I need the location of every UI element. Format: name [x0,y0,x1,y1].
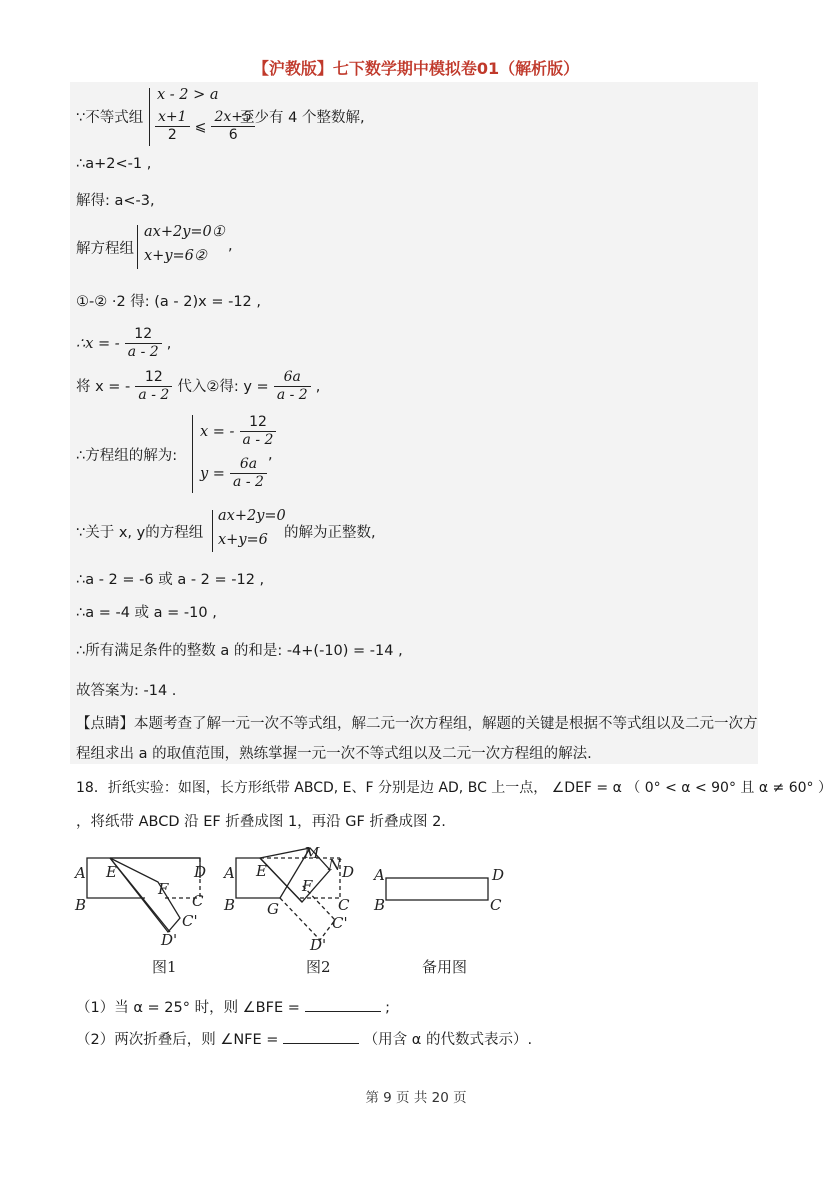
ineq-row-2: $\frac{x+1}{2}$ ⩽ $\frac{2x+5}{6}$ [155,109,255,144]
fig1-label-Dprime: D' [161,931,178,949]
figure-3 [386,878,488,900]
figure-captions [152,958,467,976]
fig3-label-B: B [374,896,386,914]
ineq-row-1: x - 2 > a [157,87,219,103]
question-1: （1）当 α = 25° 时，则 ∠BFE = ; [76,996,390,1017]
fig1-label-C: C [192,892,204,910]
figure-3-labels [372,866,504,914]
solution-line-9-suffix: 的解为正整数, [284,525,376,541]
page-footer: 第 9 页 共 20 页 [365,1090,467,1106]
figure-1-labels [73,863,206,949]
solution-line-3: 解得: a<-3, [76,193,155,209]
fig3-label-D: D [492,866,505,884]
eq-system-row-1: ax+2y=0① [144,224,225,240]
brace-1 [149,88,150,146]
solution-shaded-block [70,82,758,764]
solution-system-row-1: x = - $\frac{12}{a - 2}$ [200,414,276,449]
eq-system-2-row-1: ax+2y=0 [218,508,286,524]
fig2-label-Cprime: C' [332,914,348,932]
solution-line-4-prefix: 解方程组 [76,241,134,257]
fold-figures [70,840,520,980]
fig2-label-Dprime: D' [310,936,327,954]
figure-2 [236,848,340,940]
answer-blank-1[interactable] [305,997,381,1012]
fig1-caption: 图1 [152,958,177,976]
fig2-label-C: C [338,896,350,914]
fig1-strip-outline [87,858,200,898]
solution-system-row-2: y = $\frac{6a}{a - 2}$ [200,456,267,491]
problem-18-line-1: 18．折纸实验：如图，长方形纸带 ABCD, E、F 分别是边 AD, BC 上一点， ∠DEF = α （ 0° < α < 90° 且 α ≠ 60° ） [76,780,832,796]
fig2-label-F: F [302,877,313,895]
brace-3 [192,415,193,493]
solution-line-1-suffix: 至少有 4 个整数解, [240,110,365,126]
fig2-label-M: M [304,844,320,862]
fig2-label-N: N [328,856,342,874]
answer-blank-2[interactable] [283,1029,359,1044]
page-header-title: 【沪教版】七下数学期中模拟卷01（解析版） [252,59,580,78]
solution-line-5: ①-② ·2 得: (a - 2)x = -12 , [76,294,262,310]
solution-line-2: ∴a+2<-1 , [76,156,152,172]
fig2-label-B: B [224,896,236,914]
note-line-2: 程组求出 a 的取值范围，熟练掌握一元一次不等式组以及二元一次方程组的解法. [76,746,592,762]
figure-2-labels [222,844,354,954]
solution-line-7: 将 x = - $\frac{12}{a - 2}$ 代入②得: y = $\frac{6a}{a - 2}$ , [76,369,321,403]
solution-line-13: 故答案为: -14 . [76,683,177,699]
brace-2 [137,225,138,269]
fig2-label-D: D [342,863,355,881]
fig2-label-A: A [224,864,235,882]
solution-line-8-suffix: , [268,447,273,463]
solution-line-11: ∴a = -4 或 a = -10 , [76,605,217,621]
solution-line-12: ∴所有满足条件的整数 a 的和是: -4+(-10) = -14 , [76,643,403,659]
solution-line-10: ∴a - 2 = -6 或 a - 2 = -12 , [76,572,265,588]
fig1-label-E: E [106,863,117,881]
fig2-label-G: G [267,900,279,918]
problem-18-line-2: ，将纸带 ABCD 沿 EF 折叠成图 1，再沿 GF 折叠成图 2. [76,814,446,830]
note-line-1: 【点睛】本题考查了解一元一次不等式组，解二元一次方程组，解题的关键是根据不等式组以及二元一次方 [76,716,758,732]
brace-4 [212,510,213,552]
fig1-folded-flap [110,858,180,932]
solution-line-6: ∴x = - $\frac{12}{a - 2}$ , [76,326,172,360]
question-2: （2）两次折叠后，则 ∠NFE = （用含 α 的代数式表示）. [76,1028,532,1049]
eq-system-row-2: x+y=6② [144,248,207,264]
solution-line-9-prefix: ∵关于 x, y的方程组 [76,525,204,541]
fig3-label-C: C [490,896,502,914]
fig1-label-B: B [75,896,87,914]
eq-system-2-row-2: x+y=6 [218,532,268,548]
fig1-label-A: A [75,864,86,882]
fig1-label-Cprime: C' [182,912,198,930]
solution-line-8-prefix: ∴方程组的解为: [76,448,178,464]
fig2-caption: 图2 [306,958,331,976]
fig3-strip [386,878,488,900]
solution-line-1-prefix: ∵不等式组 [76,110,144,126]
fig2-label-E: E [256,862,267,880]
fig3-caption: 备用图 [422,958,468,976]
fig1-label-F: F [158,880,169,898]
fig1-label-D: D [194,863,207,881]
fig3-label-A: A [374,866,385,884]
solution-line-4-suffix: , [228,238,233,254]
